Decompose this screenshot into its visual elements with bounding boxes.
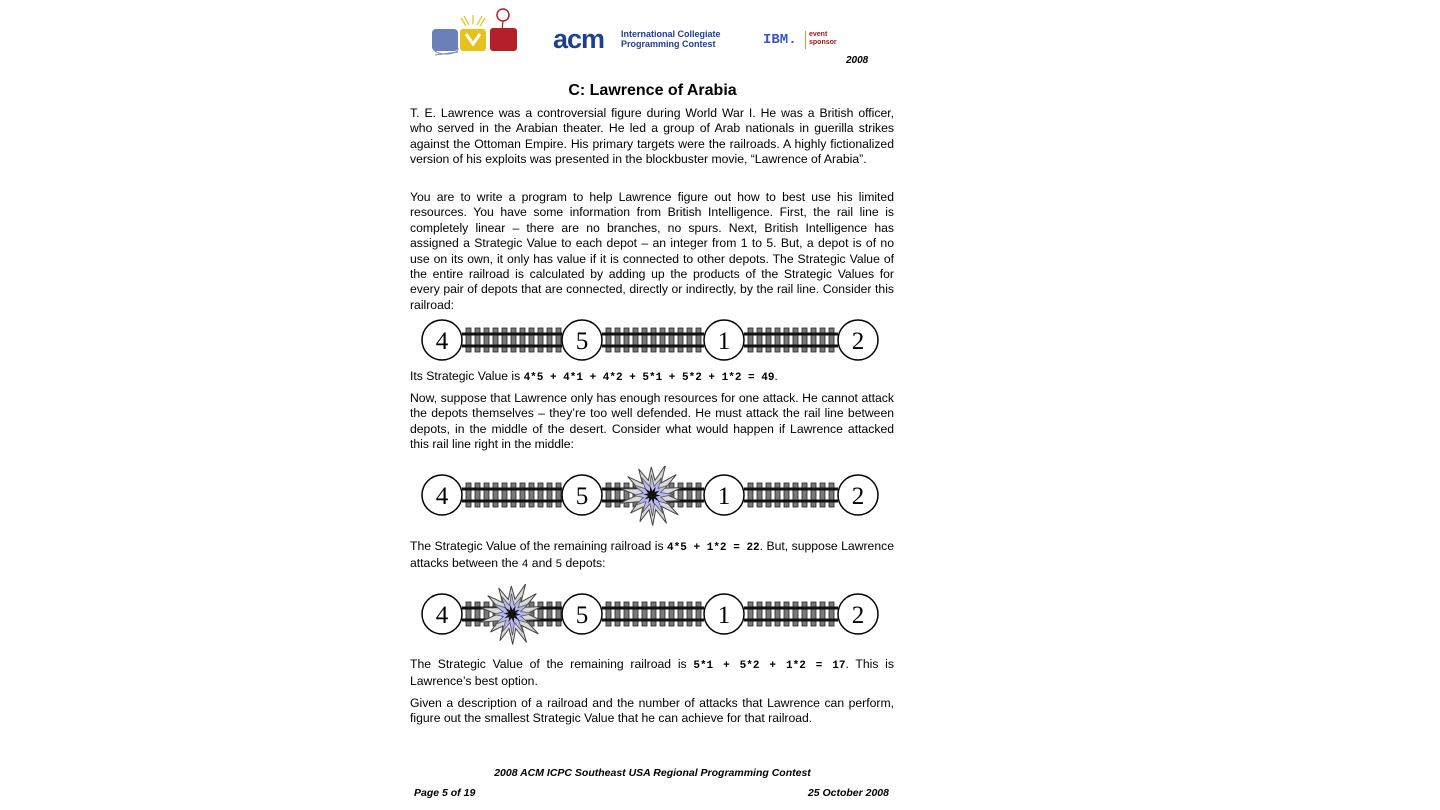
document-page <box>405 0 900 810</box>
icpc-logo-icon <box>430 4 525 62</box>
depot-value: 4 <box>435 328 449 355</box>
rail-segment <box>602 602 704 626</box>
railroad-figure-3 <box>420 584 882 648</box>
contest-name: International Collegiate Programming Contest <box>621 29 721 49</box>
depot-value: 4 <box>435 483 449 510</box>
rail-segment <box>744 483 838 507</box>
depot-node <box>704 475 744 515</box>
rail-segment <box>462 483 562 507</box>
paragraph-strategic-value: Its Strategic Value is 4*5 + 4*1 + 4*2 + 5*1 + 5*2 + 1*2 = 49. <box>410 369 778 384</box>
footer-date: 25 October 2008 <box>807 787 889 799</box>
footer-page-number: Page 5 of 19 <box>414 787 476 799</box>
footer-contest: 2008 ACM ICPC Southeast USA Regional Programming Contest <box>494 767 811 779</box>
sponsor-label: event sponsor <box>809 31 837 46</box>
depot-value: 4 <box>435 602 449 629</box>
paragraph-intro: T. E. Lawrence was a controversial figure during World War I. He was a British officer, who served in the Arabian theater. He led a group of Arab nationals in guerilla strikes against the Ottoman Empire. His primary targets were the railroads. A highly fictionalized version of his exploits was presented in the blockbuster movie, “Lawrence of Arabia”. <box>410 106 894 167</box>
railroad-figure-2 <box>420 466 882 528</box>
depot-node <box>422 320 462 360</box>
depot-value: 2 <box>851 328 865 355</box>
depot-node <box>562 475 602 515</box>
depot-node <box>422 475 462 515</box>
depot-node <box>562 320 602 360</box>
depot-node <box>704 320 744 360</box>
acm-logo: acm <box>553 24 605 54</box>
ibm-logo: IBM. <box>763 32 797 48</box>
sponsor-divider <box>805 31 806 49</box>
paragraph-description: You are to write a program to help Lawrence figure out how to best use his limited resources. You have some information from British Intelligence. First, the rail line is completely linear – there are no branches, no spurs. Next, British Intelligence has assigned a Strategic Value to each depot – an integer from 1 to 5. But, a depot is of no use on its own, it only has value if it is connected to other depots. The Strategic Value of the entire railroad is calculated by adding up the products of the Strategic Values for every pair of depots that are connected, directly or indirectly, by the rail line. Consider this railroad: <box>410 190 894 312</box>
depot-node <box>704 594 744 634</box>
header-year: 2008 <box>846 55 869 66</box>
page-header <box>405 0 900 75</box>
depot-node <box>838 475 878 515</box>
paragraph-remaining-1: The Strategic Value of the remaining railroad is 4*5 + 1*2 = 22. But, suppose Lawrence attacks between the 4 and 5 depots: <box>410 539 894 572</box>
depot-value: 2 <box>851 602 865 629</box>
rail-segment <box>462 328 562 352</box>
paragraph-attack: Now, suppose that Lawrence only has enough resources for one attack. He cannot attack the depots themselves – they’re too well defended. He must attack the rail line between depots, in the middle of the desert. Consider what would happen if Lawrence attacked this rail line right in the middle: <box>410 391 894 452</box>
depot-value: 2 <box>851 483 865 510</box>
rail-segment <box>602 328 704 352</box>
depot-value: 1 <box>717 328 731 355</box>
depot-value: 5 <box>575 328 589 355</box>
depot-node <box>838 594 878 634</box>
rail-segment <box>744 602 838 626</box>
depot-value: 5 <box>575 483 589 510</box>
depot-value: 1 <box>717 602 731 629</box>
problem-title: C: Lawrence of Arabia <box>568 82 737 99</box>
depot-value: 5 <box>575 602 589 629</box>
rail-segment <box>744 328 838 352</box>
depot-value: 1 <box>717 483 731 510</box>
paragraph-task: Given a description of a railroad and the number of attacks that Lawrence can perform, figure out the smallest Strategic Value that he can achieve for that railroad. <box>410 696 894 726</box>
depot-node <box>838 320 878 360</box>
railroad-figure-1 <box>420 316 882 364</box>
paragraph-remaining-2: The Strategic Value of the remaining railroad is 5*1 + 5*2 + 1*2 = 17. This is Lawrence’s best option. <box>410 657 894 689</box>
depot-node <box>422 594 462 634</box>
depot-node <box>562 594 602 634</box>
